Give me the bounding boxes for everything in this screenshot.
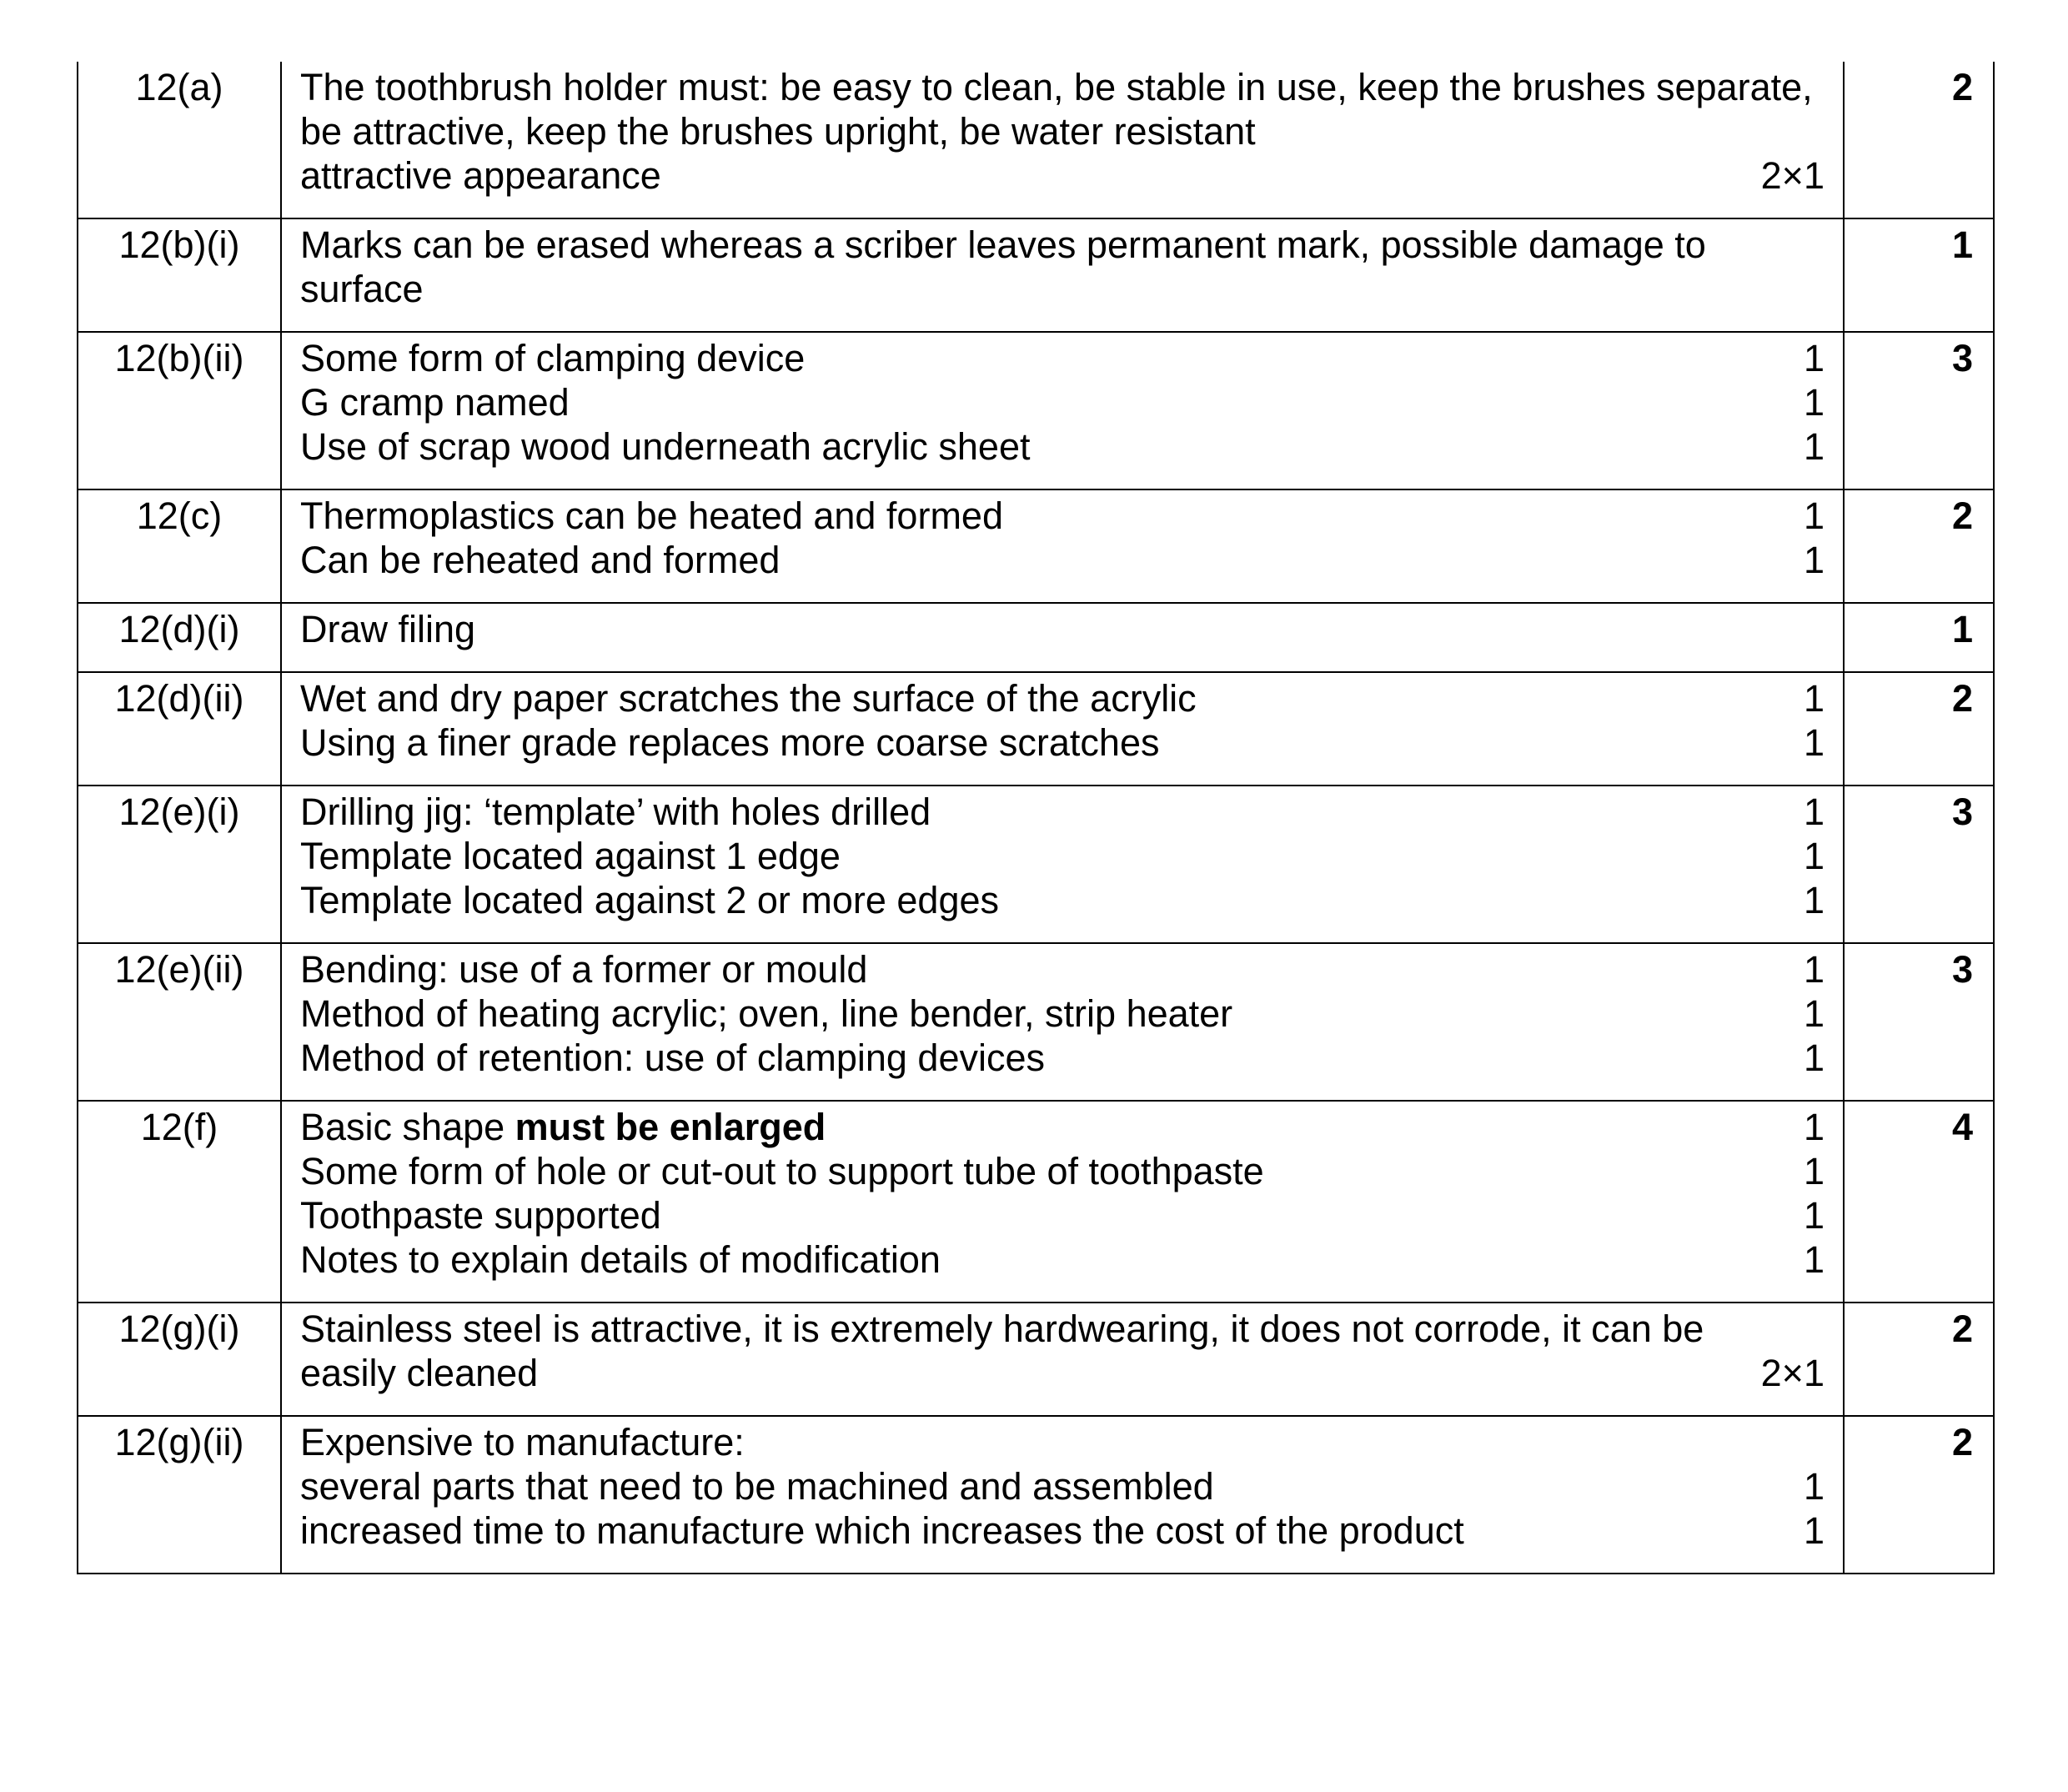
answer-line (300, 1036, 1825, 1080)
answer-points: 2×1 (1760, 154, 1825, 197)
table-row (78, 1303, 1994, 1416)
answer-line (300, 223, 1825, 311)
total-marks: 2 (1844, 672, 1994, 786)
answer-line (300, 878, 1825, 922)
answer-text: Draw filing (300, 608, 476, 650)
table-row (78, 62, 1994, 218)
answer-cell (281, 489, 1844, 603)
answer-text: increased time to manufacture which increases the cost of the product (300, 1509, 1464, 1552)
answer-line (300, 790, 1825, 834)
answer-cell (281, 62, 1844, 218)
answer-text: Toothpaste supported (300, 1194, 661, 1237)
answer-emphasis: must be enlarged (514, 1106, 826, 1148)
answer-points: 1 (1803, 791, 1825, 833)
answer-points: 2×1 (1760, 1352, 1825, 1394)
answer-line (300, 607, 1825, 651)
answer-line (300, 676, 1825, 720)
answer-line (300, 1193, 1825, 1237)
answer-line (300, 720, 1825, 765)
mark-scheme-table (77, 62, 1995, 1574)
answer-points: 1 (1803, 992, 1825, 1035)
answer-points: 1 (1803, 948, 1825, 991)
table-row (78, 1101, 1994, 1303)
answer-points: 1 (1803, 1150, 1825, 1192)
answer-text: Method of heating acrylic; oven, line bender, strip heater (300, 992, 1233, 1035)
answer-line (300, 538, 1825, 582)
answer-points: 1 (1803, 1106, 1825, 1148)
table-row (78, 1416, 1994, 1574)
answer-points: 1 (1803, 721, 1825, 764)
answer-text: Bending: use of a former or mould (300, 948, 868, 991)
total-marks: 1 (1844, 218, 1994, 332)
answer-text: Expensive to manufacture: (300, 1421, 745, 1463)
answer-points: 1 (1803, 1238, 1825, 1281)
answer-cell (281, 603, 1844, 672)
total-marks: 1 (1844, 603, 1994, 672)
answer-line (300, 380, 1825, 424)
total-marks: 3 (1844, 943, 1994, 1101)
answer-line (300, 834, 1825, 878)
answer-cell (281, 332, 1844, 489)
answer-cell (281, 672, 1844, 786)
answer-text: Drilling jig: ‘template’ with holes drilled (300, 791, 931, 833)
answer-text: several parts that need to be machined and assembled (300, 1465, 1214, 1508)
answer-points: 1 (1803, 539, 1825, 581)
answer-line (300, 1237, 1825, 1282)
answer-line (300, 153, 1825, 198)
answer-points: 1 (1803, 1509, 1825, 1552)
answer-text: Thermoplastics can be heated and formed (300, 494, 1003, 537)
answer-text: easily cleaned (300, 1352, 539, 1394)
total-marks: 4 (1844, 1101, 1994, 1303)
answer-points: 1 (1803, 835, 1825, 877)
answer-cell (281, 218, 1844, 332)
answer-line (300, 1149, 1825, 1193)
question-number: 12(c) (78, 489, 281, 603)
answer-points: 1 (1803, 879, 1825, 921)
answer-line (300, 1351, 1825, 1395)
mark-scheme-body (78, 62, 1994, 1574)
answer-text: Method of retention: use of clamping devices (300, 1037, 1046, 1079)
total-marks: 2 (1844, 1416, 1994, 1574)
answer-text: Marks can be erased whereas a scriber leaves permanent mark, possible damage to surface (300, 223, 1717, 310)
answer-line (300, 65, 1825, 153)
answer-points: 1 (1803, 425, 1825, 468)
answer-line (300, 1508, 1825, 1553)
total-marks: 2 (1844, 489, 1994, 603)
answer-text: Template located against 1 edge (300, 835, 841, 877)
answer-text: Template located against 2 or more edges (300, 879, 999, 921)
table-row (78, 489, 1994, 603)
answer-text: Use of scrap wood underneath acrylic sheet (300, 425, 1031, 468)
answer-cell (281, 943, 1844, 1101)
answer-cell (281, 786, 1844, 943)
table-row (78, 672, 1994, 786)
table-row (78, 943, 1994, 1101)
answer-text: Using a finer grade replaces more coarse scratches (300, 721, 1160, 764)
question-number: 12(e)(i) (78, 786, 281, 943)
total-marks: 2 (1844, 62, 1994, 218)
answer-text-mixed (300, 1105, 826, 1149)
answer-points: 1 (1803, 1194, 1825, 1237)
question-number: 12(d)(ii) (78, 672, 281, 786)
answer-text: Notes to explain details of modification (300, 1238, 941, 1281)
table-row (78, 218, 1994, 332)
answer-points: 1 (1803, 1465, 1825, 1508)
question-number: 12(g)(ii) (78, 1416, 281, 1574)
answer-text: attractive appearance (300, 154, 661, 197)
question-number: 12(d)(i) (78, 603, 281, 672)
total-marks: 3 (1844, 786, 1994, 943)
total-marks: 3 (1844, 332, 1994, 489)
question-number: 12(f) (78, 1101, 281, 1303)
answer-line (300, 991, 1825, 1036)
answer-points: 1 (1803, 677, 1825, 720)
answer-text: Some form of hole or cut-out to support tube of toothpaste (300, 1150, 1264, 1192)
table-row (78, 603, 1994, 672)
total-marks: 2 (1844, 1303, 1994, 1416)
answer-line (300, 1105, 1825, 1149)
answer-points: 1 (1803, 337, 1825, 379)
answer-line (300, 424, 1825, 469)
answer-line (300, 947, 1825, 991)
answer-line (300, 336, 1825, 380)
table-row (78, 332, 1994, 489)
question-number: 12(e)(ii) (78, 943, 281, 1101)
answer-text: Basic shape (300, 1106, 515, 1148)
answer-line (300, 1464, 1825, 1508)
question-number: 12(b)(i) (78, 218, 281, 332)
question-number: 12(g)(i) (78, 1303, 281, 1416)
answer-cell (281, 1101, 1844, 1303)
table-row (78, 786, 1994, 943)
answer-text: G cramp named (300, 381, 570, 424)
question-number: 12(a) (78, 62, 281, 218)
answer-points: 1 (1803, 1037, 1825, 1079)
answer-points: 1 (1803, 494, 1825, 537)
answer-points: 1 (1803, 381, 1825, 424)
answer-text: The toothbrush holder must: be easy to clean, be stable in use, keep the brushes separate, be attractive, keep the brushes upright, be water resistant (300, 66, 1824, 153)
answer-line (300, 1420, 1825, 1464)
question-number: 12(b)(ii) (78, 332, 281, 489)
answer-text: Some form of clamping device (300, 337, 806, 379)
answer-text: Wet and dry paper scratches the surface of the acrylic (300, 677, 1197, 720)
answer-cell (281, 1416, 1844, 1574)
answer-line (300, 1307, 1825, 1351)
answer-text: Stainless steel is attractive, it is extremely hardwearing, it does not corrode, it can be (300, 1308, 1704, 1350)
answer-cell (281, 1303, 1844, 1416)
answer-text: Can be reheated and formed (300, 539, 781, 581)
answer-line (300, 494, 1825, 538)
